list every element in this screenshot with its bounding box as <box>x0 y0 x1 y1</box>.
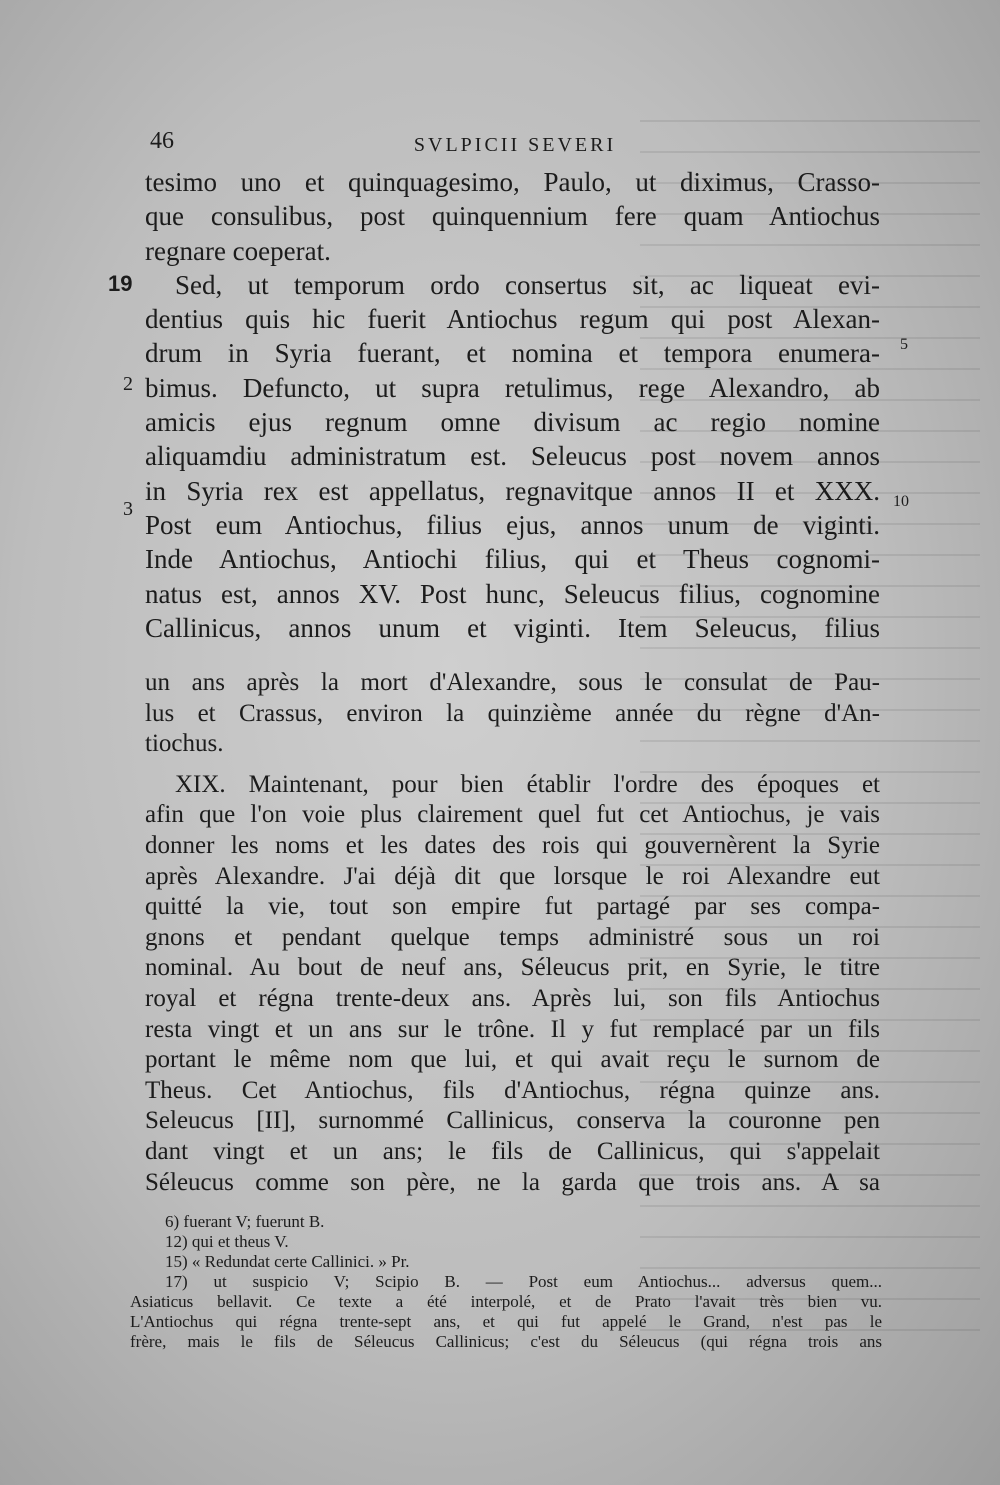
french-line: quitté la vie, tout son empire fut partagé par ses compa- <box>145 893 880 921</box>
latin-line: aliquamdiu administratum est. Seleucus post novem annos <box>145 441 880 472</box>
latin-line: Sed, ut temporum ordo consertus sit, ac liqueat evi- <box>175 269 880 300</box>
french-line: dant vingt et un ans; le fils de Callinicus, qui s'appelait <box>145 1137 880 1165</box>
footnote-continuation: L'Antiochus qui régna trente-sept ans, et qui fut appelé le Grand, n'est pas le <box>130 1312 882 1331</box>
latin-line: Inde Antiochus, Antiochi filius, qui et Theus cognomi- <box>145 544 880 575</box>
latin-line: Post eum Antiochus, filius ejus, annos unum de viginti. <box>145 509 880 540</box>
page-header <box>150 128 880 158</box>
french-line: gnons et pendant quelque temps administré sous un roi <box>145 923 880 951</box>
latin-line: Callinicus, annos unum et viginti. Item Seleucus, filius <box>145 612 880 643</box>
french-line: donner les noms et les dates des rois qui gouvernèrent la Syrie <box>145 831 880 859</box>
french-line: portant le même nom que lui, et qui avait reçu le surnom de <box>145 1046 880 1074</box>
french-line: Séleucus comme son père, ne la garda que trois ans. A sa <box>145 1168 880 1196</box>
french-line: Theus. Cet Antiochus, fils d'Antiochus, régna quinze ans. <box>145 1076 880 1104</box>
french-line: nominal. Au bout de neuf ans, Séleucus prit, en Syrie, le titre <box>145 954 880 982</box>
latin-line: dentius quis hic fuerit Antiochus regum qui post Alexan- <box>145 304 880 335</box>
french-line: royal et régna trente-deux ans. Après lui, son fils Antiochus <box>145 984 880 1012</box>
french-line: après Alexandre. J'ai déjà dit que lorsque le roi Alexandre eut <box>145 862 880 890</box>
line-number: 5 <box>900 336 908 353</box>
page-number: 46 <box>150 128 174 154</box>
latin-line: drum in Syria fuerant, et nomina et tempora enumera- <box>145 338 880 369</box>
french-line: lus et Crassus, environ la quinzième année du règne d'An- <box>145 699 880 727</box>
line-number: 10 <box>893 493 909 510</box>
latin-text <box>145 165 880 645</box>
section-marker: 2 <box>123 373 133 395</box>
latin-line: bimus. Defuncto, ut supra retulimus, rege Alexandro, ab <box>145 372 880 403</box>
section-marker: 3 <box>123 498 133 520</box>
latin-line: regnare coeperat. <box>145 235 331 266</box>
french-line: Seleucus [II], surnommé Callinicus, conserva la couronne pen <box>145 1107 880 1135</box>
chapter-number: 19 <box>108 271 133 296</box>
latin-line: que consulibus, post quinquennium fere quam Antiochus <box>145 201 880 232</box>
latin-line: natus est, annos XV. Post hunc, Seleucus filius, cognomine <box>145 578 880 609</box>
latin-line: tesimo uno et quinquagesimo, Paulo, ut diximus, Crasso- <box>145 167 880 197</box>
footnote-continuation: frère, mais le fils de Séleucus Callinicus; c'est du Séleucus (qui régna trois ans <box>130 1332 882 1351</box>
running-head: SVLPICII SEVERI <box>413 134 617 156</box>
french-line: tiochus. <box>145 730 224 758</box>
french-line: XIX. Maintenant, pour bien établir l'ordre des époques et <box>175 770 880 798</box>
french-line: afin que l'on voie plus clairement quel fut cet Antiochus, je vais <box>145 801 880 829</box>
footnote: 15) « Redundat certe Callinici. » Pr. <box>165 1252 410 1271</box>
footnotes <box>130 1212 882 1352</box>
french-translation <box>145 668 880 1198</box>
footnote-continuation: Asiaticus bellavit. Ce texte a été interpolé, et de Prato l'avait très bien vu. <box>130 1292 882 1311</box>
latin-line: amicis ejus regnum omne divisum ac regio nomine <box>145 407 880 438</box>
footnote: 12) qui et theus V. <box>165 1232 289 1251</box>
footnote: 17) ut suspicio V; Scipio B. — Post eum Antiochus... adversus quem... <box>165 1272 882 1291</box>
latin-line: in Syria rex est appellatus, regnavitque annos II et XXX. <box>145 475 880 506</box>
french-line: resta vingt et un ans sur le trône. Il y fut remplacé par un fils <box>145 1015 880 1043</box>
french-line: un ans après la mort d'Alexandre, sous le consulat de Pau- <box>145 669 880 696</box>
footnote: 6) fuerant V; fuerunt B. <box>165 1212 325 1231</box>
